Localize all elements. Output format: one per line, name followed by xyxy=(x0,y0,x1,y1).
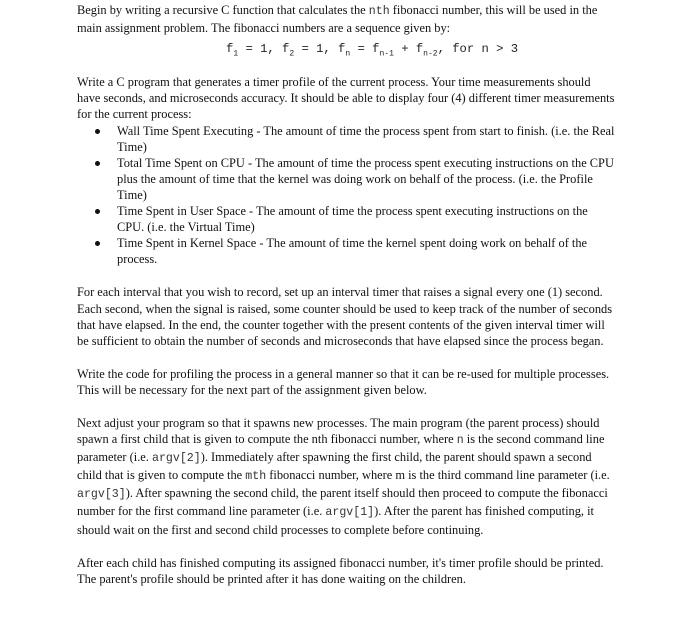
spawn-text-6: ). After the parent has finished computing, it should wait on the first and second child processes to complete before continuing. xyxy=(77,504,594,537)
formula-f2-value: = 1, xyxy=(294,42,339,57)
formula-f2-sub: 2 xyxy=(289,49,295,59)
bullet-icon xyxy=(95,241,100,246)
timer-measurement-list xyxy=(77,123,617,268)
list-item xyxy=(77,123,617,155)
final-paragraph: After each child has finished computing its assigned fibonacci number, it's timer profile should be printed. The parent's profile should be printed after it has done waiting on the children. xyxy=(77,555,604,586)
list-item xyxy=(77,203,617,235)
bullet-icon xyxy=(95,209,100,214)
spawn-code-argv2: argv[2] xyxy=(152,452,201,466)
profiling-paragraph: Write the code for profiling the process in a general manner so that it can be re-used for multiple processes. This will be necessary for the next part of the assignment given below. xyxy=(77,366,610,397)
formula-fn-sub: n xyxy=(345,49,351,59)
formula-fb: f xyxy=(415,42,424,57)
spawn-text-2: is the second command line parameter (i.e. xyxy=(77,432,605,465)
intro-text: Begin by writing a recursive C function that calculates the xyxy=(77,3,369,17)
bullet-icon xyxy=(95,129,100,134)
fibonacci-formula xyxy=(77,41,617,57)
assignment-document xyxy=(77,2,617,587)
formula-f1-sub: 1 xyxy=(233,49,239,59)
formula-f1-value: = 1, xyxy=(238,42,283,57)
intro-paragraph xyxy=(77,2,617,36)
formula-f1: f xyxy=(225,42,234,57)
intro-code-nth: nth xyxy=(368,5,390,18)
spawn-code-argv1: argv[1] xyxy=(325,506,375,520)
intro-text-2: fibonacci number, this will be used in the main assignment problem. The fibonacci numbers are a sequence given by: xyxy=(77,3,598,36)
spawn-paragraph xyxy=(77,415,617,538)
formula-equals: = xyxy=(350,42,373,57)
formula-condition: , for n > 3 xyxy=(437,42,519,57)
spawn-text-5: ). After spawning the second child, the parent itself should then proceed to compute the fibonacci number for the first command line parameter (i.e. xyxy=(77,486,608,519)
formula-fa-sub: n-1 xyxy=(379,49,394,59)
list-item xyxy=(77,155,617,203)
list-item-text: Total Time Spent on CPU - The amount of time the process spent executing instructions on the CPU plus the amount of time that the kernel was doing work on behalf of the process. (i.e. the Profile Time) xyxy=(117,155,614,202)
interval-paragraph: For each interval that you wish to record, set up an interval timer that raises a signal every one (1) second. Each second, when the signal is raised, some counter should be used to keep track of the number of seconds that have elapsed. In the end, the counter together with the present contents of the given interval timer will be sufficient to obtain the number of seconds and microseconds that have elapsed since the process began. xyxy=(77,285,613,348)
bullet-icon xyxy=(95,161,100,166)
formula-fa: f xyxy=(372,42,380,57)
spawn-text-3: ). Immediately after spawning the first child, the parent should spawn a second child that is given to compute the xyxy=(77,450,592,483)
list-item-text: Wall Time Spent Executing - The amount of time the process spent from start to finish. (i.e. the Real Time) xyxy=(117,123,615,154)
list-item-text: Time Spent in User Space - The amount of time the process spent executing instructions on the CPU. (i.e. the Virtual Time) xyxy=(117,204,588,235)
list-item-text: Time Spent in Kernel Space - The amount of time the kernel spent doing work on behalf of the process. xyxy=(117,236,588,267)
spawn-text-4: fibonacci number, where m is the third command line parameter (i.e. xyxy=(266,468,610,483)
formula-plus: + xyxy=(393,42,416,57)
spawn-code-n: n xyxy=(456,434,464,448)
formula-f2: f xyxy=(282,42,290,57)
list-item xyxy=(77,235,617,267)
formula-fb-sub: n-2 xyxy=(423,49,438,59)
spawn-code-argv3: argv[3] xyxy=(77,488,126,502)
formula-fn: f xyxy=(338,42,346,57)
spawn-text-1: Next adjust your program so that it spawns new processes. The main program (the parent process) should spawn a first child that is given to compute the nth fibonacci number, where xyxy=(77,415,600,447)
task-paragraph: Write a C program that generates a timer profile of the current process. Your time measurements should have seconds, and microseconds accuracy. It should be able to display four (4) different timer measurements for the current process: xyxy=(77,75,615,122)
spawn-code-mth: mth xyxy=(245,470,267,484)
